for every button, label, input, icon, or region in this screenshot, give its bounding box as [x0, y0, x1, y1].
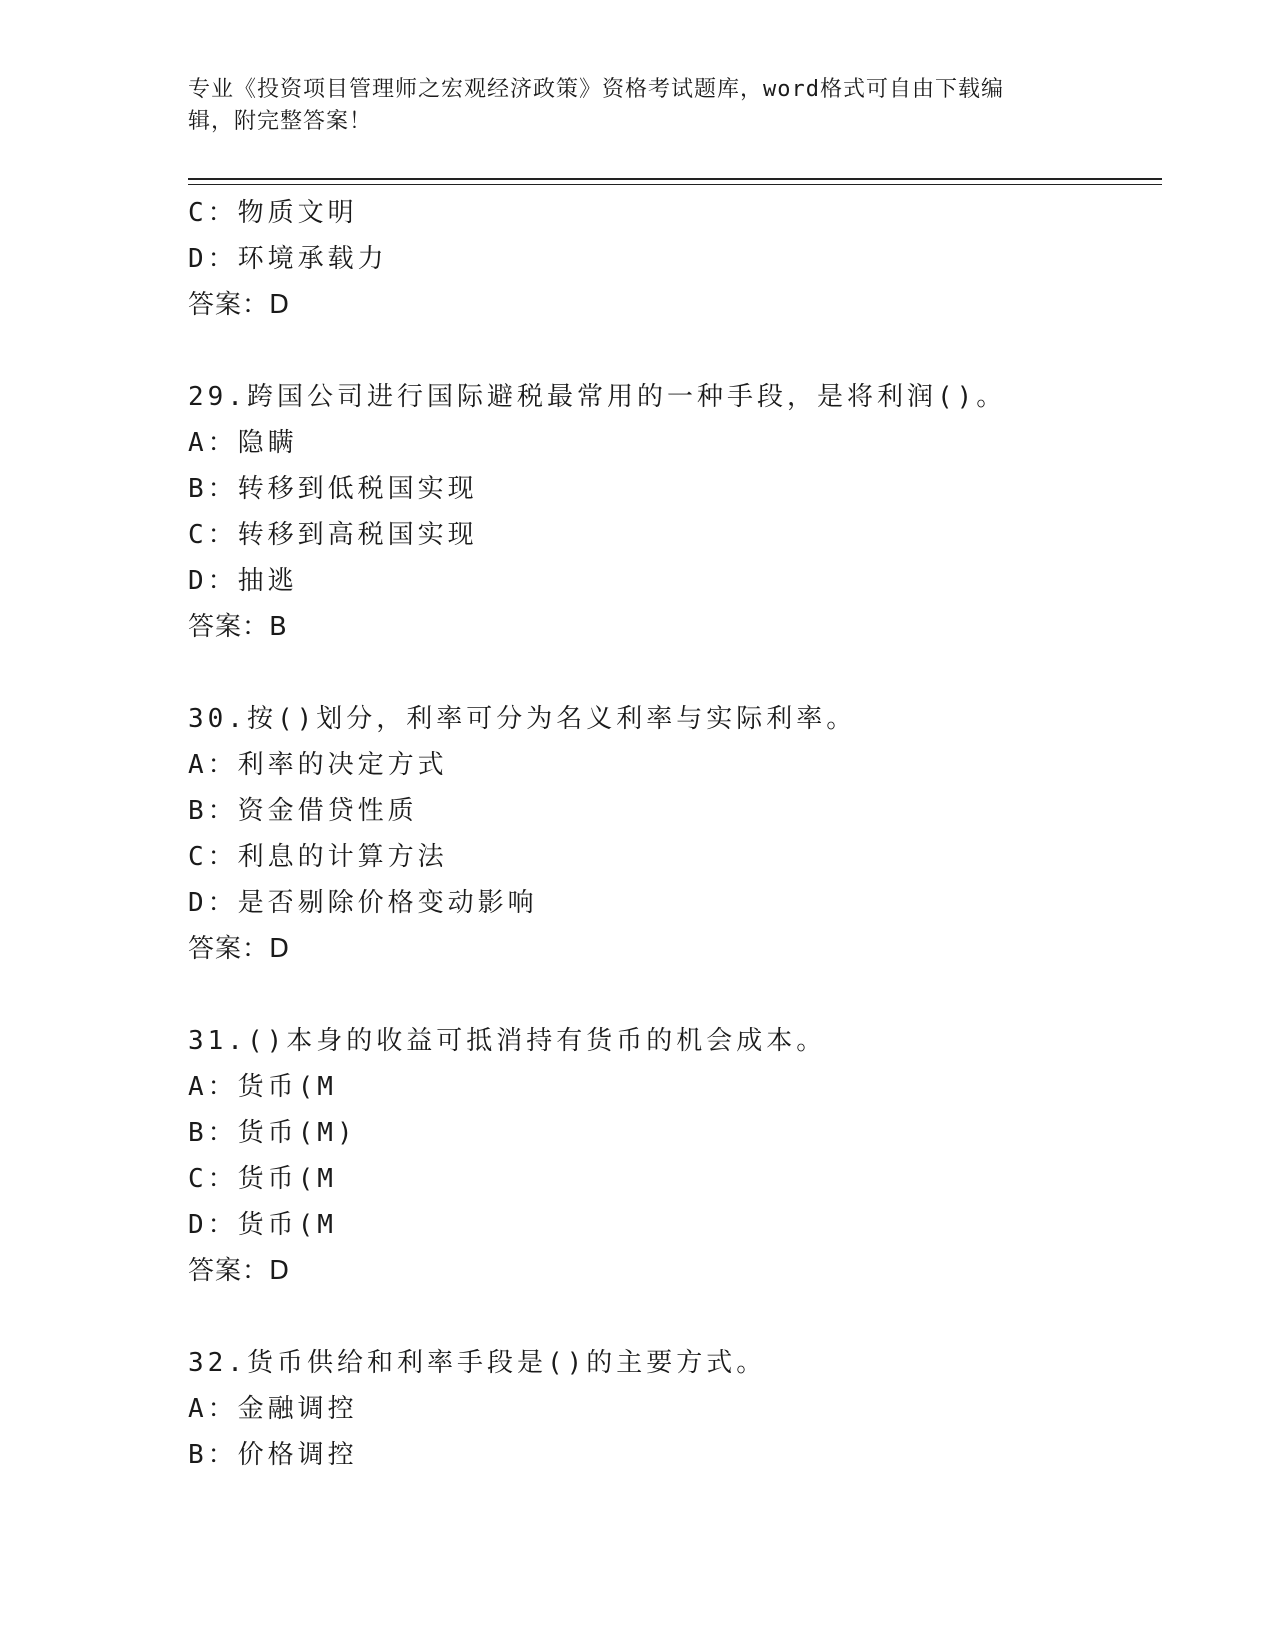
option-b: B：资金借贷性质: [188, 796, 418, 826]
question-block-30: [188, 696, 1162, 972]
option-b: B：转移到低税国实现: [188, 474, 478, 504]
option-b: B：货币(M): [188, 1118, 357, 1148]
spacer: [188, 1294, 1162, 1340]
question-block-31: [188, 1018, 1162, 1294]
header-rule-thick: [188, 178, 1162, 180]
header-rule-thin: [188, 184, 1162, 185]
question-stem: 29.跨国公司进行国际避税最常用的一种手段，是将利润()。: [188, 382, 1007, 412]
answer-line: 答案：D: [188, 934, 291, 964]
question-block-32: [188, 1340, 1162, 1478]
option-a: A：隐瞒: [188, 428, 298, 458]
option-d: D：抽逃: [188, 566, 298, 596]
option-a: A：货币(M: [188, 1072, 337, 1102]
option-c: C：利息的计算方法: [188, 842, 448, 872]
option-d: D：是否剔除价格变动影响: [188, 888, 538, 918]
answer-line: 答案：B: [188, 612, 288, 642]
spacer: [188, 328, 1162, 374]
option-b: B：价格调控: [188, 1440, 358, 1470]
question-block-29: [188, 374, 1162, 650]
question-stem: 31.()本身的收益可抵消持有货币的机会成本。: [188, 1026, 827, 1056]
question-stem: 32.货币供给和利率手段是()的主要方式。: [188, 1348, 767, 1378]
question-block-carryover: [188, 190, 1162, 328]
answer-line: 答案：D: [188, 290, 291, 320]
answer-line: 答案：D: [188, 1256, 291, 1286]
option-c: C：货币(M: [188, 1164, 337, 1194]
option-c: C：物质文明: [188, 198, 358, 228]
spacer: [188, 650, 1162, 696]
option-d: D：环境承载力: [188, 244, 388, 274]
document-header: [188, 74, 1088, 138]
spacer: [188, 972, 1162, 1018]
option-a: A：利率的决定方式: [188, 750, 448, 780]
header-line-2: 辑，附完整答案！: [188, 109, 373, 134]
option-d: D：货币(M: [188, 1210, 337, 1240]
question-stem: 30.按()划分，利率可分为名义利率与实际利率。: [188, 704, 857, 734]
document-body: [188, 190, 1162, 1478]
header-line-1: 专业《投资项目管理师之宏观经济政策》资格考试题库，word格式可自由下载编: [188, 77, 1004, 102]
option-c: C：转移到高税国实现: [188, 520, 478, 550]
option-a: A：金融调控: [188, 1394, 358, 1424]
